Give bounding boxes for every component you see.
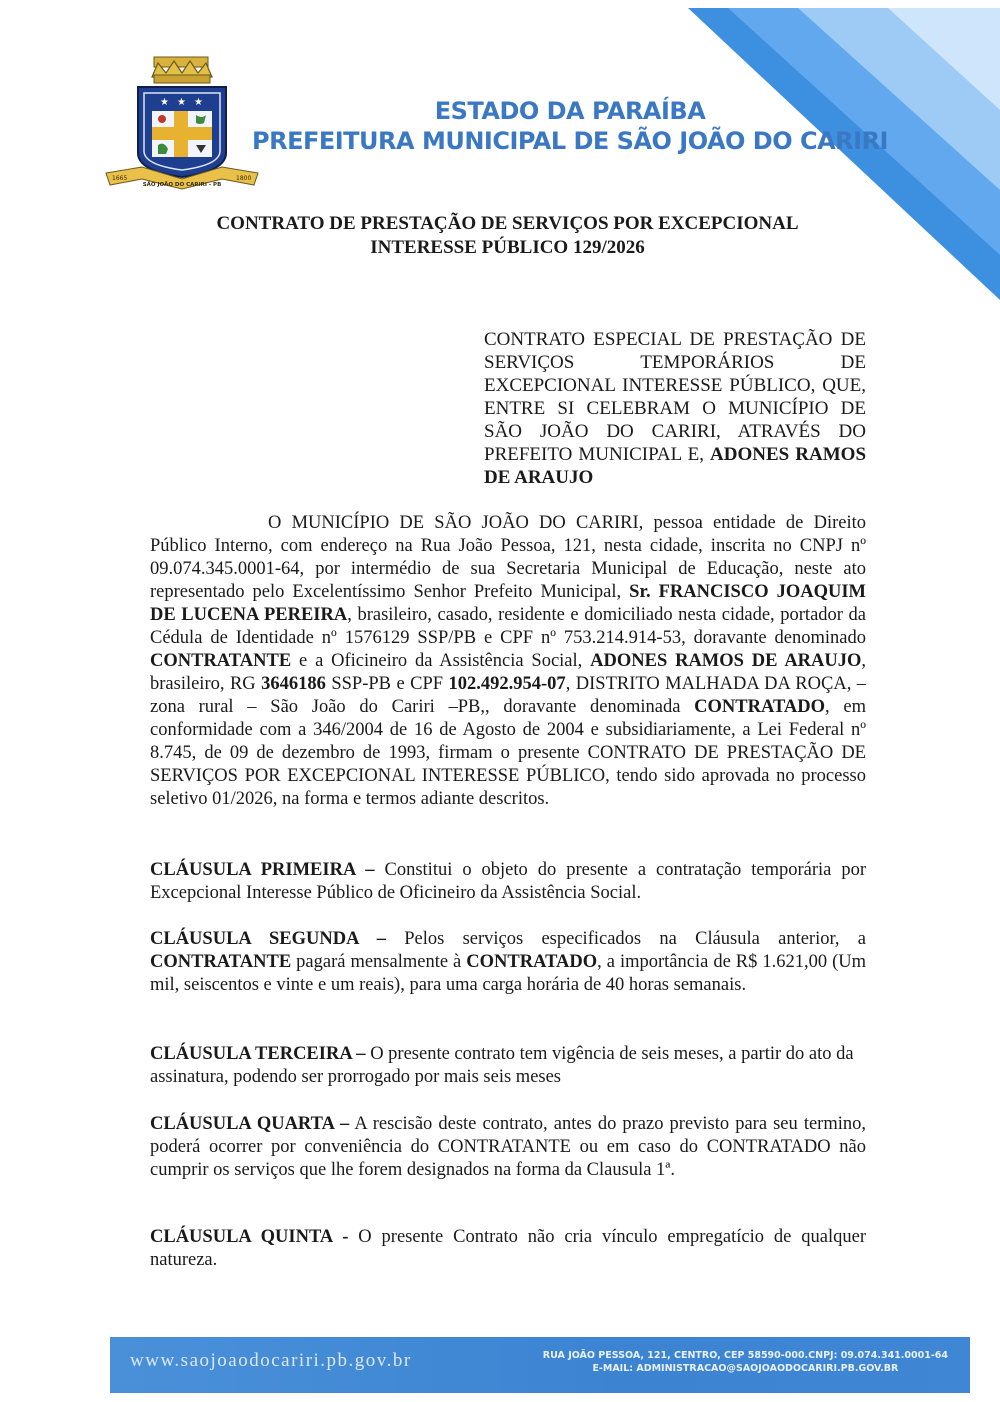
preamble-text-4: , brasileiro, RG: [150, 651, 867, 694]
contracted-name: ADONES RAMOS DE ARAUJO: [590, 651, 862, 671]
clause-1-text: Constitui o objeto do presente a contratação temporária por Excepcional Interesse Público de Oficineiro da Assistência Social.: [150, 860, 867, 903]
clause-2-text-b: pagará mensalmente à: [296, 952, 462, 972]
clause-1-label: CLÁUSULA PRIMEIRA –: [150, 860, 375, 880]
preamble-text-7: , em conformidade com a 346/2004 de 16 de Agosto de 2004 e subsidiariamente, a Lei Federal nº 8.745, de 09 de dezembro de 1993, firmam o presente CONTRATO DE PRESTAÇÃO DE SERVIÇOS POR EXCEPCIONAL INTERESSE PÚBLICO, tendo sido aprovada no processo seletivo 01/2026, na forma e termos adiante descritos.: [150, 697, 867, 809]
clause-3-label: CLÁUSULA TERCEIRA –: [150, 1044, 366, 1064]
title-line-1: CONTRATO DE PRESTAÇÃO DE SERVIÇOS POR EXCEPCIONAL: [216, 213, 799, 234]
preamble-text-2: , brasileiro, casado, residente e domiciliado nesta cidade, portador da Cédula de Identidade nº 1576129 SSP/PB e CPF nº 753.214.914-53, doravante denominado: [150, 605, 866, 648]
footer-address: RUA JOÃO PESSOA, 121, CENTRO, CEP 58590-000.CNPJ: 09.074.341.0001-64: [542, 1350, 948, 1361]
prefecture-name: PREFEITURA MUNICIPAL DE SÃO JOÃO DO CARIRI: [252, 127, 888, 155]
contratado-label: CONTRATADO: [694, 697, 826, 717]
preamble-text-6: , DISTRITO MALHADA DA ROÇA, – zona rural – São João do Cariri –PB,, doravante denominada: [150, 674, 867, 717]
website-link[interactable]: www.saojoaodocariri.pb.gov.br: [130, 1350, 412, 1371]
footer-email[interactable]: E-MAIL: ADMINISTRACAO@SAOJOAODOCARIRI.PB.GOV.BR: [592, 1363, 899, 1374]
clause-fourth: [150, 1113, 866, 1182]
letterhead: [252, 96, 888, 156]
rg-number: 3646186: [261, 674, 326, 694]
title-line-2: INTERESSE PÚBLICO 129/2026: [370, 237, 645, 258]
preamble-paragraph: [150, 512, 866, 811]
summary-text: CONTRATO ESPECIAL DE PRESTAÇÃO DE SERVIÇOS TEMPORÁRIOS DE EXCEPCIONAL INTERESSE PÚBLICO, QUE, ENTRE SI CELEBRAM O MUNICÍPIO DE SÃO JOÃO DO CARIRI, ATRAVÉS DO PREFEITO MUNICIPAL E,: [484, 329, 866, 465]
footer-bar: [110, 1337, 970, 1393]
clause-fifth: [150, 1226, 866, 1272]
cpf-number: 102.492.954-07: [448, 674, 566, 694]
clause-5-label: CLÁUSULA QUINTA -: [150, 1227, 349, 1247]
document-title: [150, 212, 865, 260]
summary-party: ADONES RAMOS DE ARAUJO: [484, 444, 867, 488]
preamble-text-3: e a Oficineiro da Assistência Social,: [299, 651, 583, 671]
clause-3-text: O presente contrato tem vigência de seis meses, a partir do ato da assinatura, podendo ser prorrogado por mais seis meses: [150, 1044, 854, 1087]
clause-2-contratado: CONTRATADO: [466, 952, 598, 972]
contract-summary: [484, 328, 866, 489]
clause-first: [150, 859, 866, 905]
state-name: ESTADO DA PARAÍBA: [434, 97, 706, 125]
footer-contact: [543, 1349, 948, 1375]
clause-second: [150, 928, 866, 997]
clause-2-text-a: Pelos serviços especificados na Cláusula anterior, a: [404, 929, 866, 949]
svg-text:★: ★: [177, 97, 186, 108]
svg-text:★: ★: [194, 97, 203, 108]
crest-year-left: 1665: [112, 175, 128, 182]
crest-year-right: 1800: [236, 175, 252, 182]
clause-2-text-c: , a importância de R$ 1.621,00 (Um mil, seiscentos e vinte e um reais), para uma carga horária de 40 horas semanais.: [150, 952, 867, 995]
clause-5-text: O presente Contrato não cria vínculo empregatício de qualquer natureza.: [150, 1227, 866, 1270]
clause-2-label: CLÁUSULA SEGUNDA –: [150, 929, 386, 949]
svg-text:★: ★: [160, 97, 169, 108]
clause-third: [150, 1043, 866, 1089]
clause-4-label: CLÁUSULA QUARTA –: [150, 1114, 350, 1134]
crest-ribbon-text: SÃO JOÃO DO CARIRI - PB: [142, 182, 222, 188]
clause-2-contratante: CONTRATANTE: [150, 952, 292, 972]
clause-4-text: A rescisão deste contrato, antes do prazo previsto para seu termino, poderá ocorrer por conveniência do CONTRATANTE ou em caso do CONTRATADO não cumprir os serviços que lhe forem designados na forma da Clausula 1ª.: [150, 1114, 867, 1180]
preamble-text-1: O MUNICÍPIO DE SÃO JOÃO DO CARIRI, pessoa entidade de Direito Público Interno, com endereço na Rua João Pessoa, 121, nesta cidade, inscrita no CNPJ nº 09.074.345.0001-64, por intermédio de sua Secretaria Municipal de Educação, neste ato representado pelo Excelentíssimo Senhor Prefeito Municipal,: [150, 513, 866, 602]
contratante-label: CONTRATANTE: [150, 651, 292, 671]
mayor-name: Sr. FRANCISCO JOAQUIM DE LUCENA PEREIRA: [150, 582, 867, 625]
preamble-text-5: SSP-PB e CPF: [331, 674, 444, 694]
coat-of-arms-icon: [104, 55, 260, 195]
